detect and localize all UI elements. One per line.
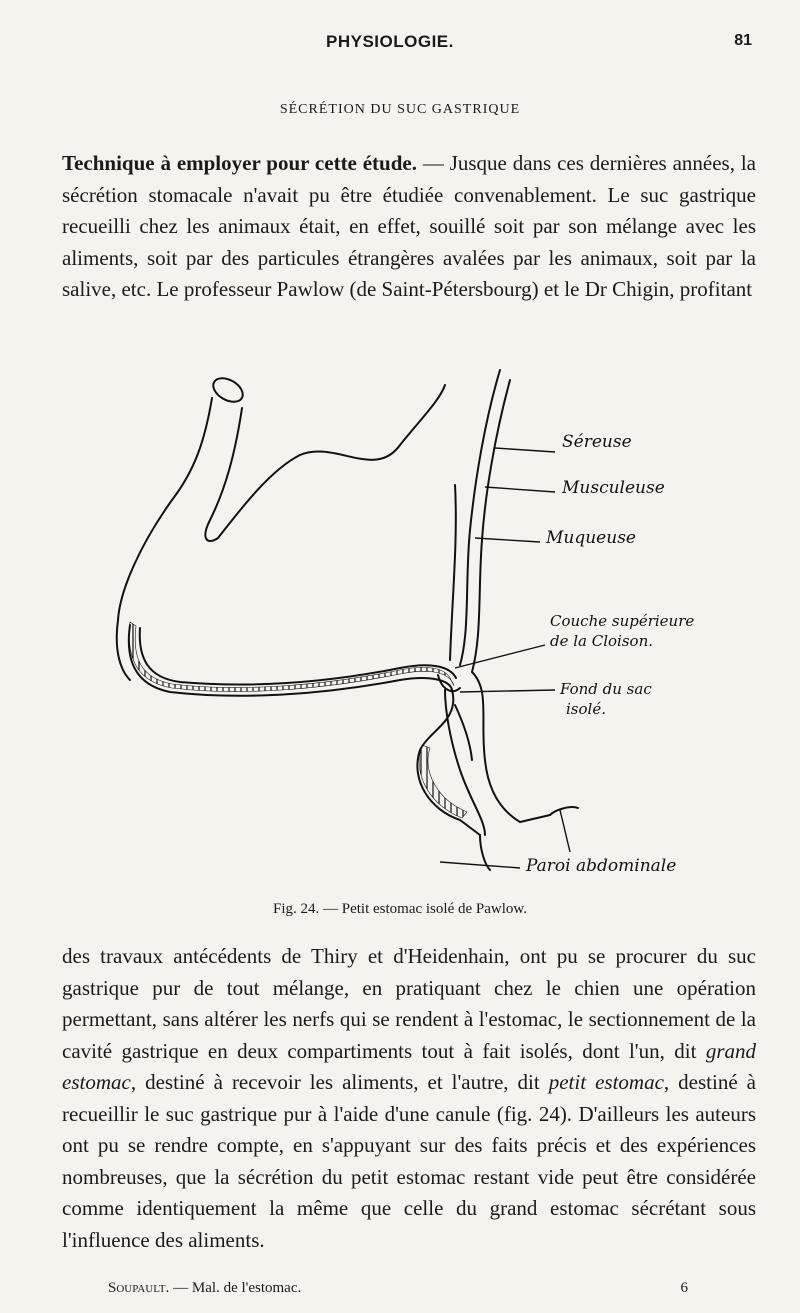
paragraph2-part3: , destiné à recueillir le suc gastrique pur à l'aide d'une canule (fig. 24). D'ailleurs les auteurs ont pu se rendre compte, en s'appuyant sur des faits précis et des expériences nombreuses, que la sécrétion du petit estomac restant vide peut être considérée comme identiquement la même que celle du grand estomac sécrétant sous l'influence des aliments. — [62, 1070, 756, 1252]
term-grand-estomac: grand estomac — [62, 1038, 756, 1094]
paragraph2-part2: , destiné à recevoir les aliments, et l'autre, dit — [130, 1070, 549, 1094]
paragraph-lead: Technique à employer pour cette étude. — [62, 151, 417, 175]
label-fond-line2: isolé. — [566, 700, 606, 718]
pouch-hatching — [419, 745, 467, 818]
running-title: PHYSIOLOGIE. — [326, 32, 454, 51]
paragraph-operation — [62, 941, 756, 1256]
label-musculeuse: Musculeuse — [562, 478, 665, 498]
running-head — [0, 32, 800, 56]
figure-petit-estomac — [100, 360, 750, 880]
stomach-outline — [117, 370, 578, 870]
term-petit-estomac: petit estomac — [548, 1070, 664, 1094]
footer-author: Soupault. — [108, 1280, 170, 1296]
esophagus-opening — [209, 373, 247, 406]
page-number: 81 — [734, 32, 752, 49]
section-title: SÉCRÉTION DU SUC GASTRIQUE — [279, 102, 521, 117]
label-muqueuse: Muqueuse — [546, 528, 636, 548]
footer-title: — Mal. de l'estomac. — [169, 1280, 302, 1296]
label-couche-line2: de la Cloison. — [550, 632, 654, 650]
label-sereuse: Séreuse — [562, 432, 632, 452]
paragraph-technique — [62, 148, 756, 306]
leader-lines — [440, 448, 570, 868]
footer-folio: 6 — [680, 1280, 688, 1296]
footer — [108, 1280, 688, 1297]
label-fond-line1: Fond du sac — [560, 680, 652, 698]
figure-caption: Fig. 24. — Petit estomac isolé de Pawlow. — [272, 901, 527, 917]
label-couche-line1: Couche supérieure — [550, 612, 695, 630]
label-paroi: Paroi abdominale — [526, 856, 677, 876]
paragraph-text: — Jusque dans ces dernières années, la sécrétion stomacale n'avait pu être étudiée convenablement. Le suc gastrique recueilli chez les animaux était, en effet, souillé soit par son mélange avec les aliments, soit par des particules étrangères avalées par les animaux, soit par la salive, etc. Le professeur Pawlow (de Saint-Pétersbourg) et le Dr Chigin, profitant — [62, 151, 756, 301]
paragraph2-part1: des travaux antécédents de Thiry et d'Heidenhain, ont pu se procurer du suc gastrique pur de tout mélange, en pratiquant chez le chien une opération permettant, sans altérer les nerfs qui se rendent à l'estomac, le sectionnement de la cavité gastrique en deux compartiments tout à fait isolés, dont l'un, dit — [62, 944, 756, 1063]
